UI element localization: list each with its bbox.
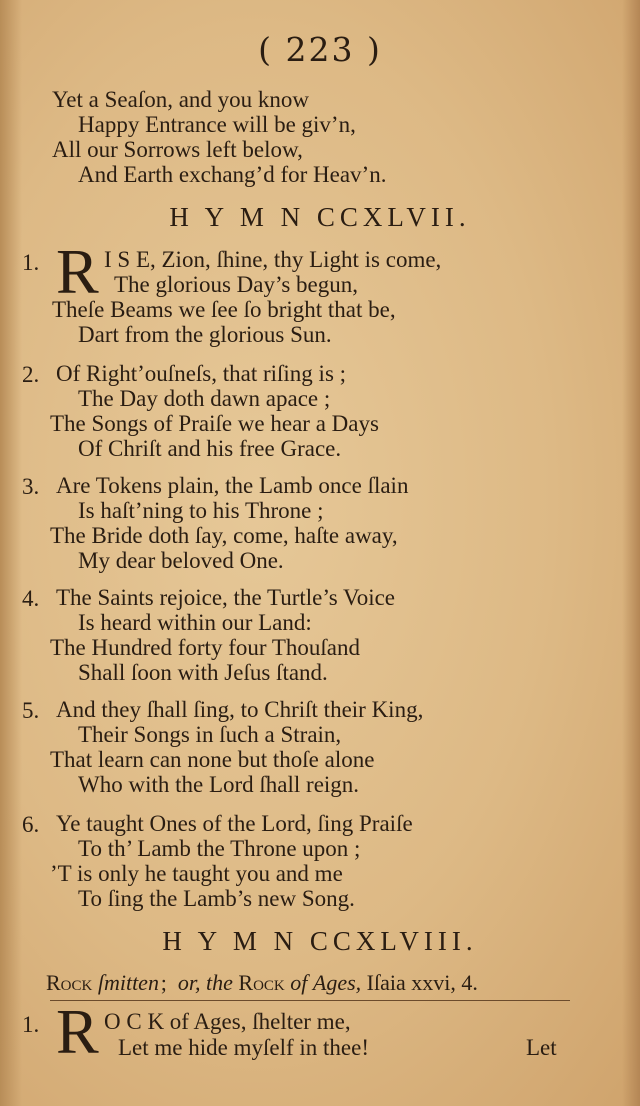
subtitle-rock-2: Rock [238, 970, 285, 995]
verse-4-line-1: The Saints rejoice, the Turtle’s Voice [56, 585, 396, 610]
intro-line-4: And Earth exchang’d for Heav’n. [78, 162, 387, 187]
verse-1-line-3: Theſe Beams we ſee ſo bright that be, [52, 297, 396, 322]
verse-number: 5. [22, 698, 40, 723]
intro-line-1: Yet a Seaſon, and you know [52, 87, 310, 112]
subtitle-smitten: ſmitten [97, 970, 159, 995]
verse-5-line-2: Their Songs in ſuch a Strain, [78, 722, 342, 747]
catchword: Let [526, 1035, 557, 1060]
verse-4-line-2: Is heard within our Land: [78, 610, 312, 635]
subtitle-of: of [290, 970, 308, 995]
verse-2-line-1: Of Right’ouſneſs, that riſing is ; [56, 361, 347, 386]
verse-2-line-2: The Day doth dawn apace ; [78, 386, 331, 411]
verse-4-line-4: Shall ſoon with Jeſus ſtand. [78, 660, 328, 685]
subtitle-or-the: or, the [177, 970, 233, 995]
verse-3-line-2: Is haſt’ning to his Throne ; [78, 498, 324, 523]
verse-4-line-3: The Hundred forty four Thouſand [50, 635, 360, 660]
divider-rule [50, 1000, 570, 1001]
verse-number: 6. [22, 812, 40, 837]
verse-number: 4. [22, 586, 40, 611]
intro-line-3: All our Sorrows left below, [52, 137, 303, 162]
hymn-248-line-2: Let me hide myſelf in thee! [118, 1035, 369, 1060]
subtitle-rock: Rock [46, 970, 93, 995]
hymn-248-subtitle: Rock ſmitten ; or, the Rock of Ages, Iſaia xxvi, 4. [46, 970, 478, 995]
verse-number: 2. [22, 362, 40, 387]
drop-cap: R [56, 996, 99, 1067]
hymn-247-title: H Y M N CCXLVII. [169, 202, 471, 232]
verse-number: 1. [22, 1012, 40, 1037]
verse-2-line-4: Of Chriſt and his free Grace. [78, 436, 342, 461]
verse-1-line-2: The glorious Day’s begun, [114, 272, 359, 297]
drop-cap: R [56, 236, 99, 307]
verse-2-line-3: The Songs of Praiſe we hear a Days [50, 411, 379, 436]
verse-6-line-3: ’T is only he taught you and me [50, 861, 343, 886]
intro-line-2: Happy Entrance will be giv’n, [78, 112, 356, 137]
subtitle-reference: Iſaia xxvi, 4. [366, 970, 478, 995]
hymn-248-title: H Y M N CCXLVIII. [162, 926, 478, 956]
verse-6-line-4: To ſing the Lamb’s new Song. [78, 886, 355, 911]
verse-5-line-1: And they ſhall ſing, to Chriſt their King, [56, 697, 424, 722]
verse-3-line-3: The Bride doth ſay, come, haſte away, [50, 523, 398, 548]
verse-6-line-1: Ye taught Ones of the Lord, ſing Praiſe [56, 811, 413, 836]
verse-1-line-1: I S E, Zion, ſhine, thy Light is come, [104, 247, 442, 272]
verse-number: 1. [22, 250, 40, 275]
verse-5-line-4: Who with the Lord ſhall reign. [78, 772, 360, 797]
verse-5-line-3: That learn can none but thoſe alone [50, 747, 375, 772]
verse-1-line-4: Dart from the glorious Sun. [78, 322, 332, 347]
verse-6-line-2: To th’ Lamb the Throne upon ; [78, 836, 361, 861]
hymn-248-line-1: O C K of Ages, ſhelter me, [104, 1009, 351, 1034]
subtitle-ages: Ages, [312, 970, 362, 995]
verse-3-line-1: Are Tokens plain, the Lamb once ſlain [56, 473, 409, 498]
verse-3-line-4: My dear beloved One. [78, 548, 284, 573]
page-number: ( 223 ) [258, 30, 382, 69]
verse-number: 3. [22, 474, 40, 499]
